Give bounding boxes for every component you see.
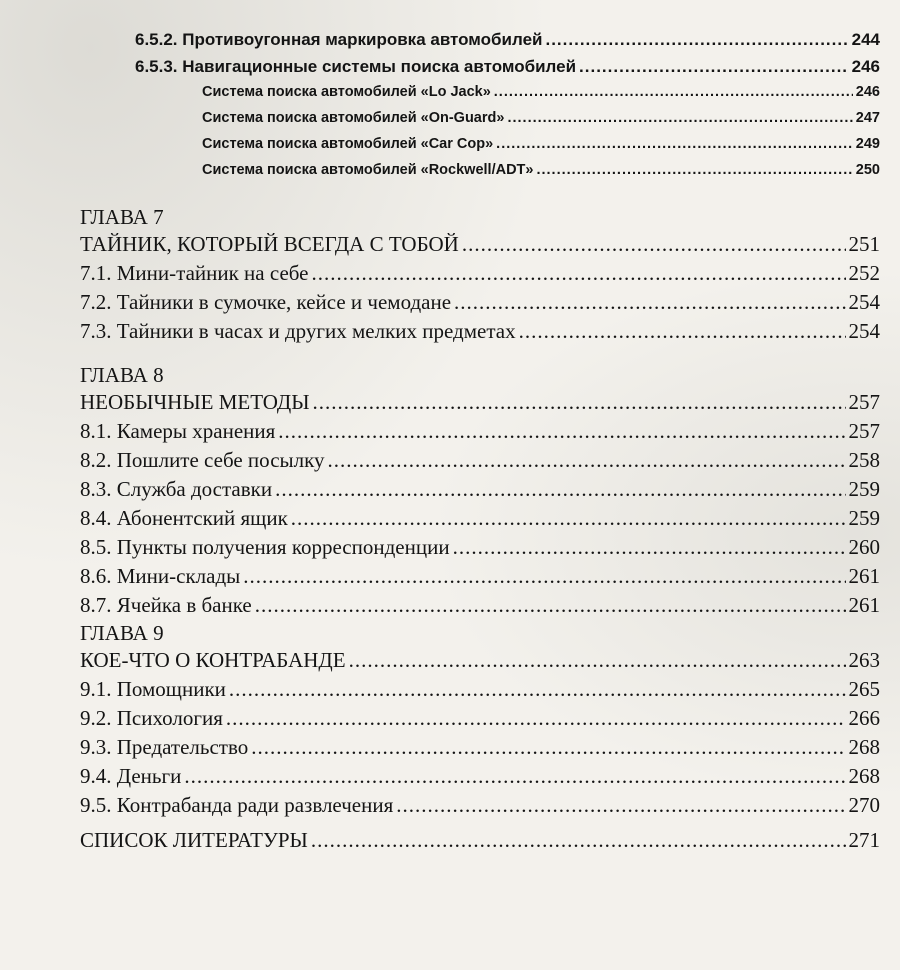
- toc-entry-label: 6.5.3. Навигационные системы поиска автомобилей: [135, 57, 577, 76]
- leader-dots: [229, 675, 846, 704]
- toc-page-number: 265: [848, 677, 880, 701]
- toc-entry-label: 9.3. Предательство: [80, 735, 249, 759]
- toc-page-number: 268: [848, 764, 880, 788]
- leader-dots: [545, 30, 848, 50]
- toc-entry: [80, 446, 880, 475]
- toc-entry: [80, 504, 880, 533]
- toc-entry-label: 7.3. Тайники в часах и других мелких предметах: [80, 319, 516, 343]
- leader-dots: [536, 162, 852, 178]
- bibliography-entry: [80, 826, 880, 855]
- toc-page-number: 263: [848, 648, 880, 672]
- toc-entry-label: Система поиска автомобилей «Rockwell/ADT»: [202, 162, 534, 178]
- toc-entry: [80, 733, 880, 762]
- chapter-heading: ГЛАВА 7: [80, 205, 164, 229]
- toc-page-number: 249: [855, 136, 880, 152]
- toc-page-number: 260: [848, 535, 880, 559]
- leader-dots: [453, 533, 846, 562]
- leader-dots: [184, 762, 845, 791]
- toc-entry-label: 8.7. Ячейка в банке: [80, 593, 252, 617]
- leader-dots: [519, 317, 846, 346]
- toc-entry-label: 9.1. Помощники: [80, 677, 226, 701]
- toc-entry-label: 7.1. Мини-тайник на себе: [80, 261, 309, 285]
- leader-dots: [291, 504, 846, 533]
- toc-entry-label: КОЕ-ЧТО О КОНТРАБАНДЕ: [80, 648, 346, 672]
- leader-dots: [226, 704, 846, 733]
- leader-dots: [251, 733, 845, 762]
- toc-page-number: 251: [848, 232, 880, 256]
- table-of-contents: [80, 30, 880, 855]
- toc-page-number: 261: [848, 564, 880, 588]
- toc-entry: [80, 317, 880, 346]
- leader-dots: [311, 826, 846, 855]
- leader-dots: [313, 388, 846, 417]
- toc-page-number: 259: [848, 477, 880, 501]
- toc-entry-label: 8.5. Пункты получения корреспонденции: [80, 535, 450, 559]
- toc-page-number: 261: [848, 593, 880, 617]
- toc-page-number: 257: [848, 390, 880, 414]
- chapter-title-entry: [80, 646, 880, 675]
- chapter-title-entry: [80, 230, 880, 259]
- leader-dots: [278, 417, 845, 446]
- leader-dots: [494, 84, 853, 100]
- toc-page-number: 254: [848, 290, 880, 314]
- toc-entry: [80, 417, 880, 446]
- toc-entry: [80, 84, 880, 110]
- chapter-title-entry: [80, 388, 880, 417]
- chapter-heading: ГЛАВА 9: [80, 621, 164, 645]
- toc-entry: [80, 288, 880, 317]
- toc-entry-label: ТАЙНИК, КОТОРЫЙ ВСЕГДА С ТОБОЙ: [80, 232, 459, 256]
- toc-page-number: 270: [848, 793, 880, 817]
- toc-entry-label: 7.2. Тайники в сумочке, кейсе и чемодане: [80, 290, 452, 314]
- leader-dots: [255, 591, 846, 620]
- leader-dots: [396, 791, 845, 820]
- toc-entry: [80, 57, 880, 84]
- toc-page-number: 271: [848, 828, 880, 852]
- toc-entry: [80, 762, 880, 791]
- toc-page-number: 258: [848, 448, 880, 472]
- leader-dots: [462, 230, 846, 259]
- toc-page-number: 250: [855, 162, 880, 178]
- toc-entry-label: 8.4. Абонентский ящик: [80, 506, 288, 530]
- toc-entry-label: 9.2. Психология: [80, 706, 223, 730]
- chapter-heading: ГЛАВА 8: [80, 363, 164, 387]
- toc-page-number: 257: [848, 419, 880, 443]
- toc-entry: [80, 30, 880, 57]
- toc-entry-label: СПИСОК ЛИТЕРАТУРЫ: [80, 828, 308, 852]
- toc-entry: [80, 704, 880, 733]
- toc-page-number: 247: [855, 110, 880, 126]
- leader-dots: [328, 446, 846, 475]
- toc-page-number: 259: [848, 506, 880, 530]
- leader-dots: [507, 110, 852, 126]
- leader-dots: [275, 475, 845, 504]
- toc-entry-label: НЕОБЫЧНЫЕ МЕТОДЫ: [80, 390, 310, 414]
- leader-dots: [243, 562, 845, 591]
- leader-dots: [496, 136, 853, 152]
- toc-entry: [80, 791, 880, 820]
- toc-page-number: 244: [851, 30, 880, 49]
- leader-dots: [579, 57, 849, 77]
- toc-page-number: 268: [848, 735, 880, 759]
- toc-entry: [80, 162, 880, 188]
- toc-entry-label: 9.4. Деньги: [80, 764, 182, 788]
- leader-dots: [312, 259, 846, 288]
- toc-entry-label: 8.6. Мини-склады: [80, 564, 241, 588]
- toc-entry: [80, 136, 880, 162]
- toc-page-number: 252: [848, 261, 880, 285]
- leader-dots: [349, 646, 846, 675]
- leader-dots: [454, 288, 845, 317]
- toc-entry-label: 6.5.2. Противоугонная маркировка автомобилей: [135, 30, 543, 49]
- toc-page-number: 246: [855, 84, 880, 100]
- toc-entry: [80, 475, 880, 504]
- toc-entry-label: Система поиска автомобилей «Car Cop»: [202, 136, 494, 152]
- toc-entry: [80, 533, 880, 562]
- toc-page-number: 254: [848, 319, 880, 343]
- toc-entry-label: Система поиска автомобилей «On-Guard»: [202, 110, 505, 126]
- toc-entry-label: 8.3. Служба доставки: [80, 477, 273, 501]
- toc-entry: [80, 675, 880, 704]
- toc-entry: [80, 591, 880, 620]
- toc-entry: [80, 562, 880, 591]
- toc-entry-label: Система поиска автомобилей «Lo Jack»: [202, 84, 491, 100]
- toc-entry-label: 9.5. Контрабанда ради развлечения: [80, 793, 394, 817]
- toc-entry: [80, 110, 880, 136]
- toc-entry-label: 8.1. Камеры хранения: [80, 419, 276, 443]
- toc-page-number: 266: [848, 706, 880, 730]
- toc-entry: [80, 259, 880, 288]
- toc-page-number: 246: [851, 57, 880, 76]
- toc-entry-label: 8.2. Пошлите себе посылку: [80, 448, 325, 472]
